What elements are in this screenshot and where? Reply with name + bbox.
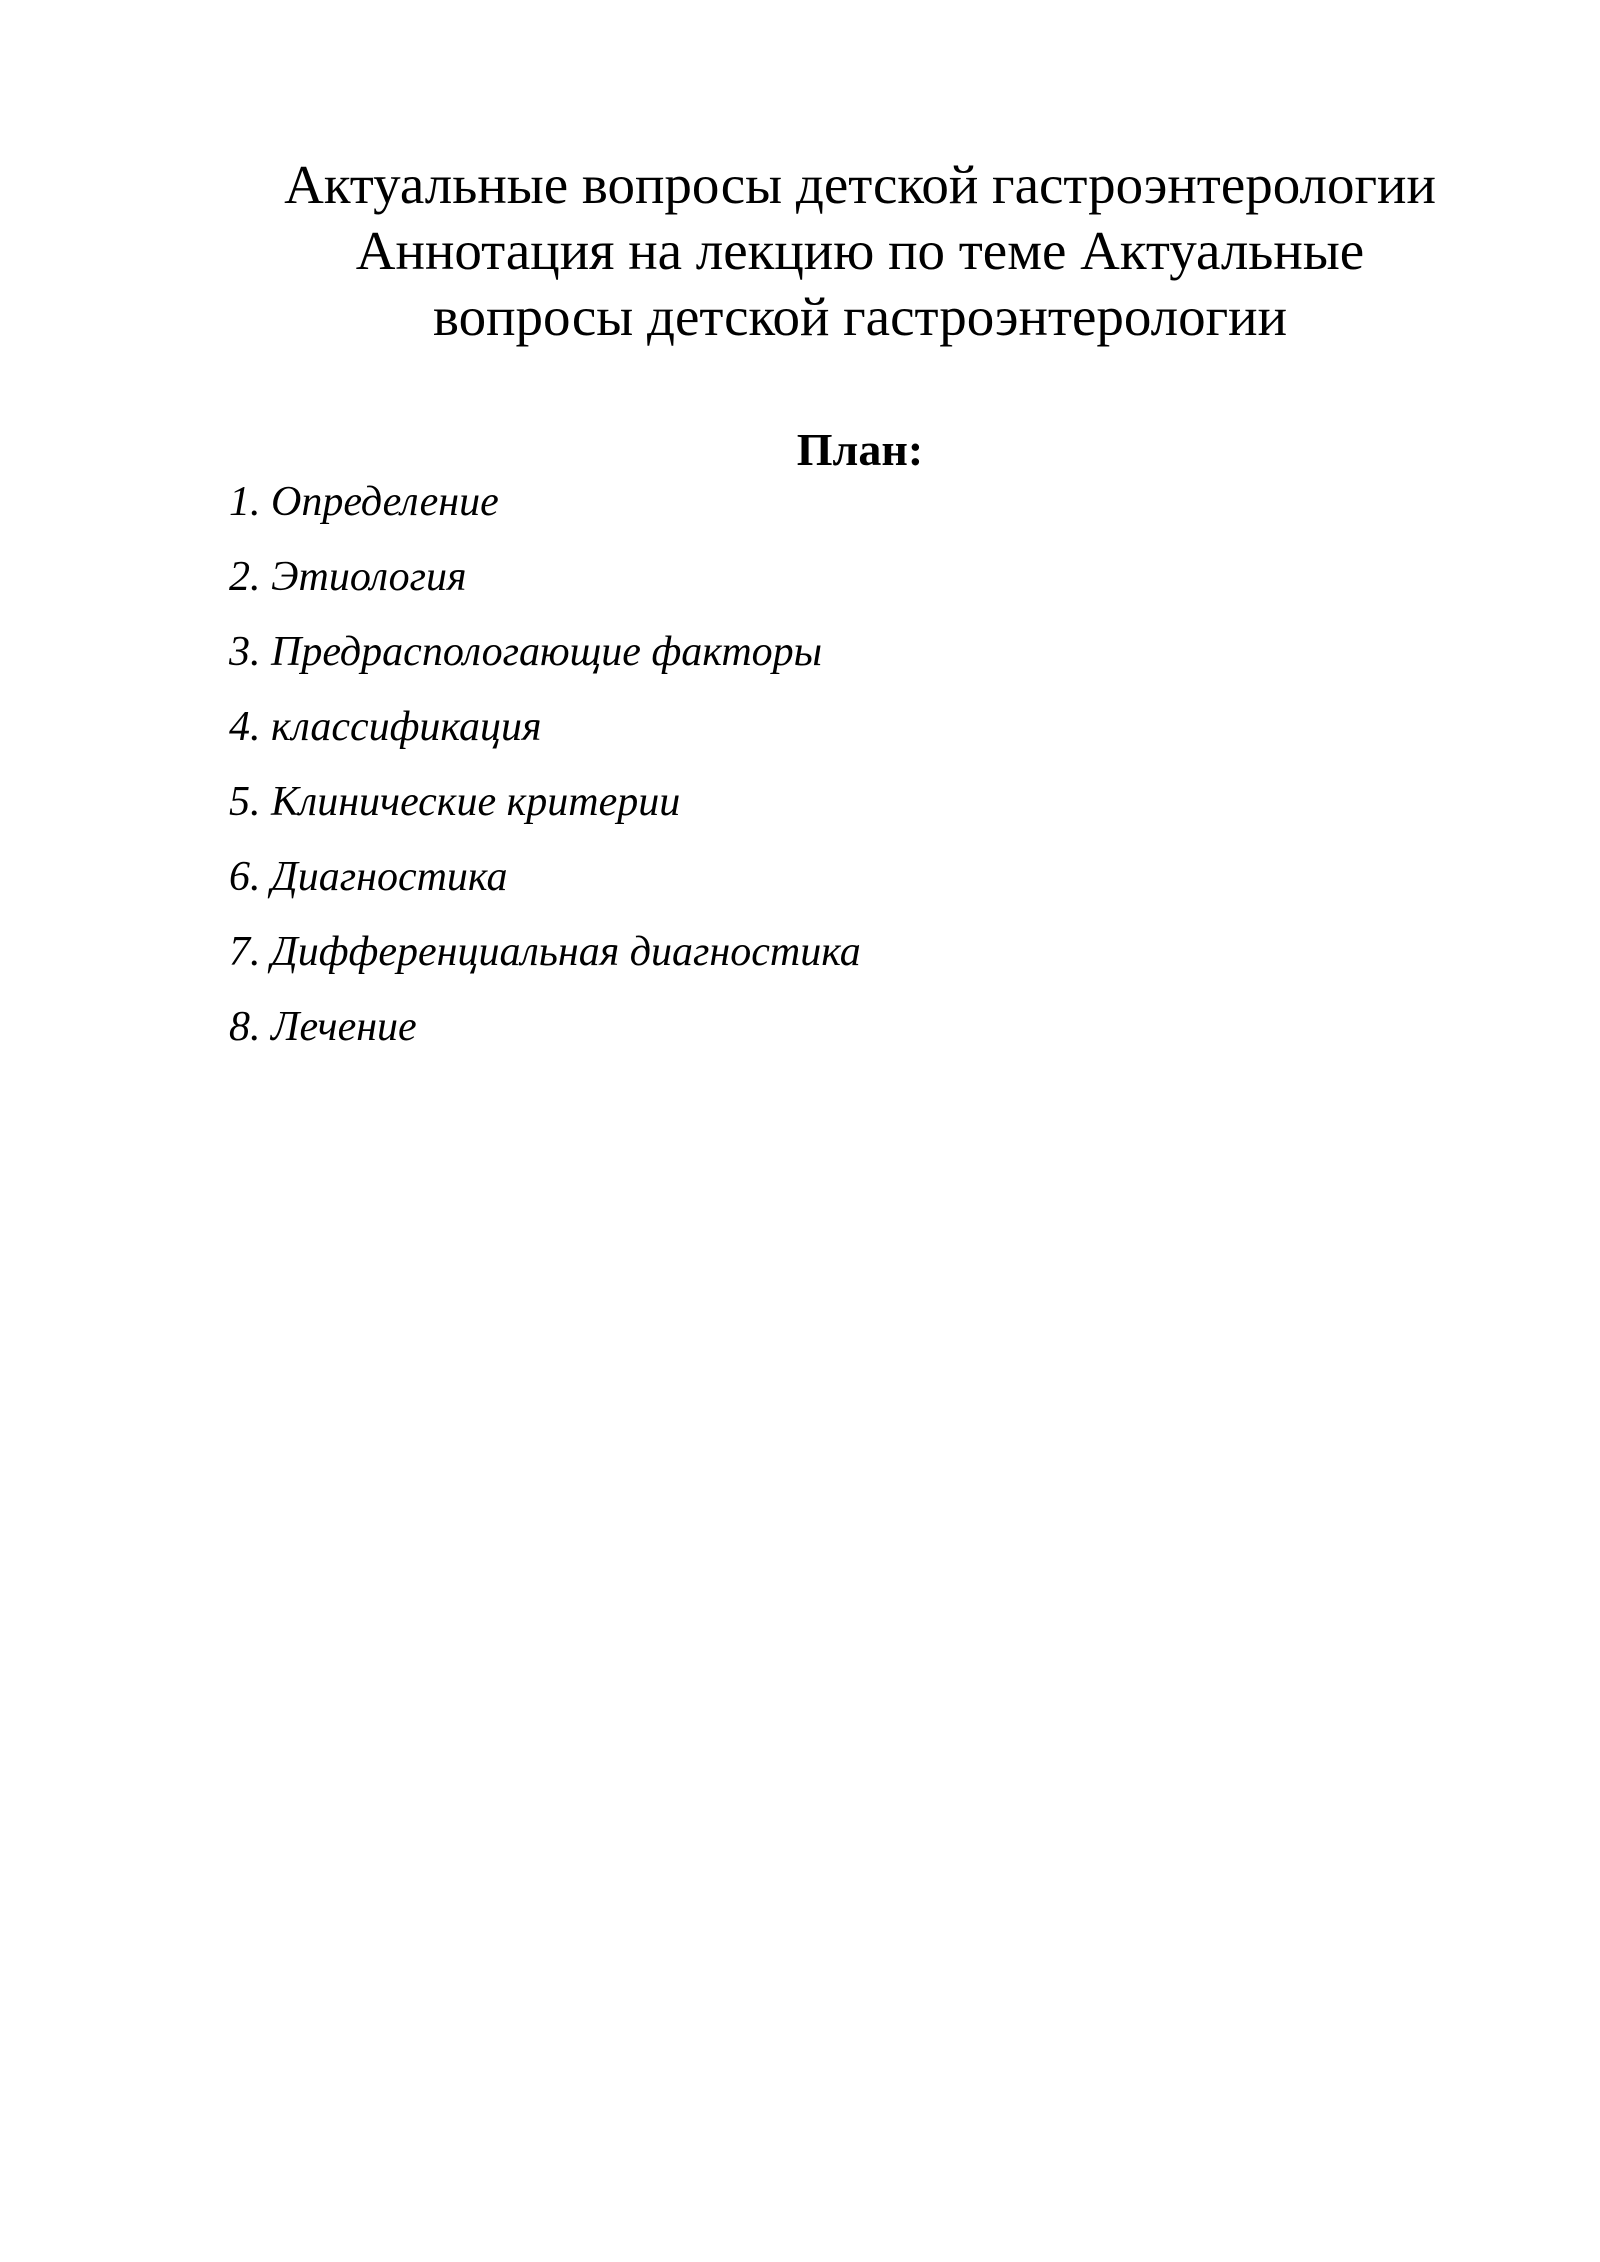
plan-item: 5. Клинические критерии xyxy=(229,779,681,825)
plan-item: 4. классификация xyxy=(229,704,542,750)
plan-item: 6. Диагностика xyxy=(229,854,508,900)
plan-item: 1. Определение xyxy=(229,479,499,525)
plan-heading: План: xyxy=(796,424,924,475)
title-line: вопросы детской гастроэнтерологии xyxy=(432,286,1288,347)
plan-item: 8. Лечение xyxy=(229,1004,417,1050)
plan-item: 7. Дифференциальная диагностика xyxy=(229,929,861,975)
title-line: Актуальные вопросы детской гастроэнтерологии xyxy=(284,154,1436,215)
title-line: Аннотация на лекцию по теме Актуальные xyxy=(355,220,1365,281)
plan-item: 2. Этиология xyxy=(229,554,467,600)
plan-item: 3. Предраспологающие факторы xyxy=(229,629,823,675)
plan-list xyxy=(229,477,861,1077)
document-title xyxy=(225,152,1495,350)
